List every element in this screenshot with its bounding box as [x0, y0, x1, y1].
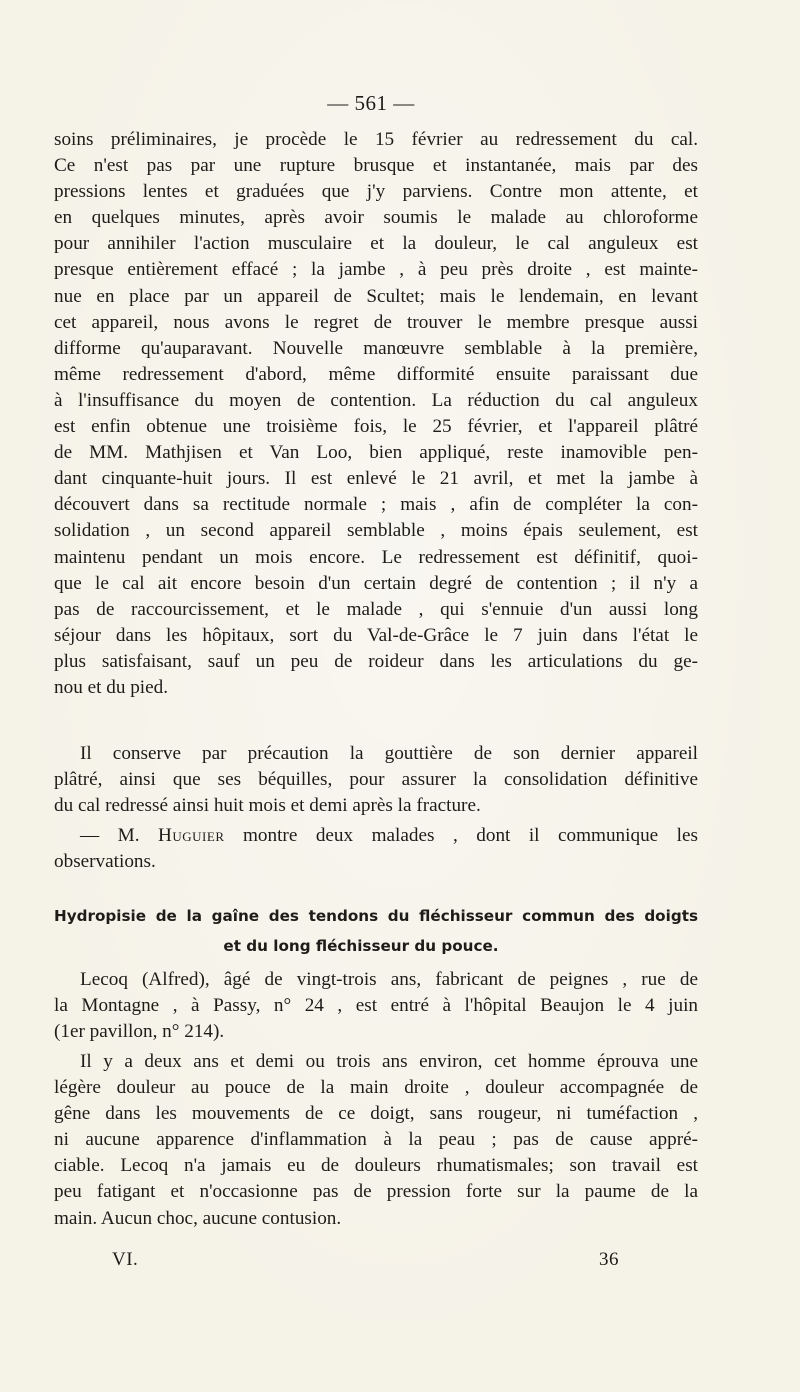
text-line: peu fatigant et n'occasionne pas de pression forte sur la paume de la [54, 1181, 698, 1203]
text-line: plus satisfaisant, sauf un peu de roideur dans les articulations du ge- [54, 650, 698, 672]
signature-mark: VI. [112, 1249, 139, 1270]
text-line: est enfin obtenue une troisième fois, le 25 février, et l'appareil plâtré [54, 416, 698, 438]
text-prefix: — M. [80, 825, 159, 846]
text-line: Il conserve par précaution la gouttière de son dernier appareil [80, 743, 698, 764]
text-line: Lecoq (Alfred), âgé de vingt-trois ans, fabricant de peignes , rue de [80, 969, 698, 990]
text-line: presque entièrement effacé ; la jambe , à peu près droite , est mainte- [54, 259, 698, 281]
sheet-number: 36 [599, 1249, 619, 1270]
text-line: nou et du pied. [54, 676, 169, 698]
text-line: main. Aucun choc, aucune contusion. [54, 1207, 342, 1229]
text-line: du cal redressé ainsi huit mois et demi après la fracture. [54, 795, 481, 817]
text-line: Il y a deux ans et demi ou trois ans environ, cet homme éprouva une [80, 1051, 698, 1072]
page-number: — 561 — [327, 91, 415, 115]
section-heading [54, 901, 698, 961]
text-line: légère douleur au pouce de la main droite , douleur accompagnée de [54, 1077, 698, 1099]
heading-line: Hydropisie de la gaîne des tendons du fléchisseur commun des doigts [54, 907, 698, 925]
text-line: découvert dans sa rectitude normale ; mais , afin de compléter la con- [54, 494, 698, 516]
text-line: soins préliminaires, je procède le 15 février au redressement du cal. [54, 129, 698, 150]
text-line: plâtré, ainsi que ses béquilles, pour assurer la consolidation définitive [54, 769, 698, 791]
text-line: pour annihiler l'action musculaire et la douleur, le cal anguleux est [54, 233, 698, 255]
text-line: pas de raccourcissement, et le malade , qui s'ennuie d'un aussi long [54, 598, 698, 620]
text-line: de MM. Mathjisen et Van Loo, bien appliqué, reste inamovible pen- [54, 442, 698, 464]
text-line: gêne dans les mouvements de ce doigt, sans rougeur, ni tuméfaction , [54, 1103, 698, 1125]
text-line: pressions lentes et graduées que j'y parviens. Contre mon attente, et [54, 181, 698, 203]
text-line [54, 823, 698, 849]
text-line: séjour dans les hôpitaux, sort du Val-de-Grâce le 7 juin dans l'état le [54, 624, 698, 646]
text-line: difforme qu'auparavant. Nouvelle manœuvre semblable à la première, [54, 337, 698, 359]
text-line: dant cinquante-huit jours. Il est enlevé le 21 avril, et met la jambe à [54, 468, 698, 490]
text-line: cet appareil, nous avons le regret de trouver le membre presque aussi [54, 311, 698, 333]
text-line: ni aucune apparence d'inflammation à la peau ; pas de cause appré- [54, 1129, 698, 1151]
text-line: la Montagne , à Passy, n° 24 , est entré à l'hôpital Beaujon le 4 juin [54, 995, 698, 1017]
text-line: que le cal ait encore besoin d'un certain degré de contention ; il n'y a [54, 572, 698, 594]
text-line: même redressement d'abord, même difformité ensuite paraissant due [54, 363, 698, 385]
paragraph-history [54, 1049, 698, 1232]
text-line: nue en place par un appareil de Scultet; mais le lendemain, en levant [54, 285, 698, 307]
author-name: Huguier [158, 825, 225, 846]
text-rest: montre deux malades , dont il communique les [224, 825, 698, 846]
text-line: solidation , un second appareil semblable , moins épais seulement, est [54, 520, 698, 542]
heading-line: et du long fléchisseur du pouce. [223, 937, 499, 955]
text-line: maintenu pendant un mois encore. Le redressement est définitif, quoi- [54, 546, 698, 568]
paragraph-precaution [54, 741, 698, 819]
text-line: ciable. Lecoq n'a jamais eu de douleurs rhumatismales; son travail est [54, 1155, 698, 1177]
paragraph-patient-intro [54, 967, 698, 1045]
text-line: observations. [54, 851, 156, 873]
text-line: en quelques minutes, après avoir soumis le malade au chloroforme [54, 207, 698, 229]
text-line: (1er pavillon, n° 214). [54, 1021, 225, 1043]
paragraph-continuation [54, 127, 698, 701]
text-line: à l'insuffisance du moyen de contention. La réduction du cal anguleux [54, 389, 698, 411]
text-line: Ce n'est pas par une rupture brusque et instantanée, mais par des [54, 155, 698, 177]
paragraph-huguier [54, 823, 698, 875]
